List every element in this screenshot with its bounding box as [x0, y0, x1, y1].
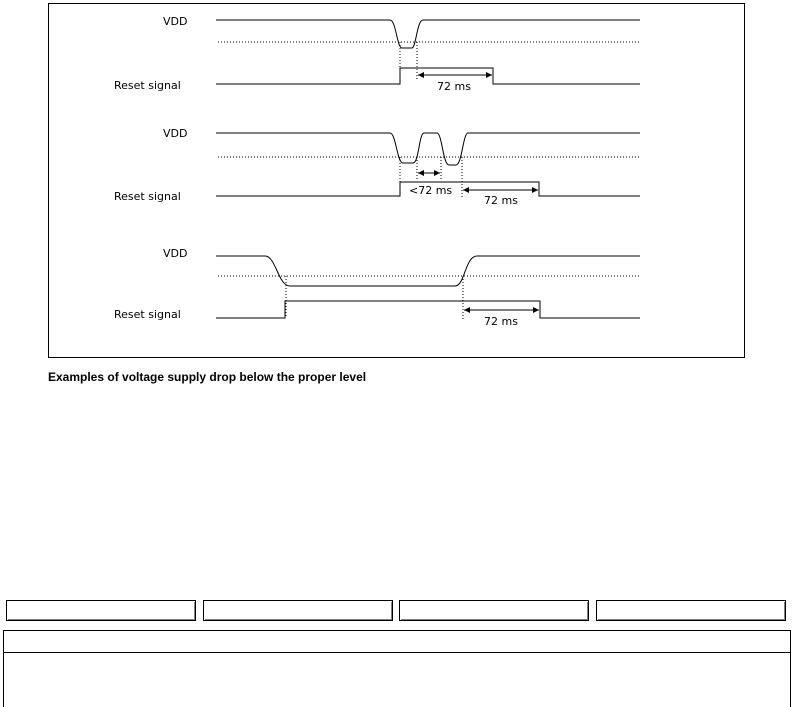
reset-waveform — [216, 68, 640, 84]
reset-signal-label: Reset signal — [114, 308, 181, 321]
content-panel — [3, 630, 791, 707]
vdd-waveform — [216, 20, 640, 48]
timing-panel-2 — [114, 127, 640, 207]
timing-panel-1 — [114, 15, 640, 93]
timing-panel-3 — [114, 247, 640, 328]
duration-label: 72 ms — [484, 315, 518, 328]
vdd-label: VDD — [163, 127, 188, 140]
duration-label: 72 ms — [437, 80, 471, 93]
tab-4[interactable] — [596, 600, 786, 621]
panel-header — [4, 631, 790, 653]
tab-3[interactable] — [399, 600, 589, 621]
vdd-waveform — [216, 133, 640, 165]
vdd-waveform — [216, 256, 640, 286]
figure-caption: Examples of voltage supply drop below the proper level — [48, 370, 367, 384]
reset-signal-label: Reset signal — [114, 190, 181, 203]
tab-1[interactable] — [6, 600, 196, 621]
duration-label: <72 ms — [409, 184, 453, 197]
vdd-label: VDD — [163, 15, 188, 28]
reset-signal-label: Reset signal — [114, 79, 181, 92]
reset-waveform — [216, 301, 640, 318]
vdd-label: VDD — [163, 247, 188, 260]
tab-2[interactable] — [203, 600, 393, 621]
duration-label: 72 ms — [484, 194, 518, 207]
